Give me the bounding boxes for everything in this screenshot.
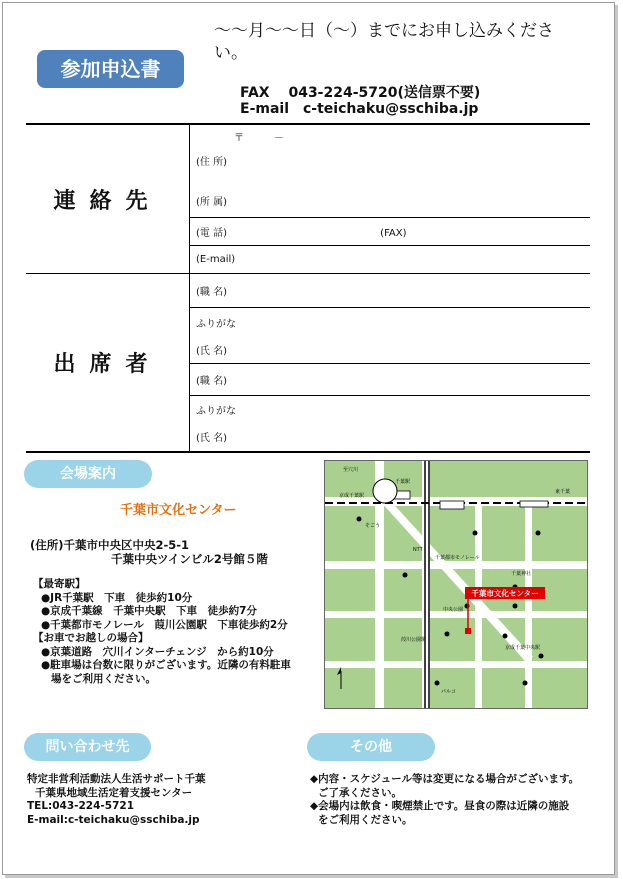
- car-heading: 【お車でお越しの場合】: [33, 632, 149, 644]
- map-label: 京成千葉駅: [339, 493, 365, 499]
- map-target-label: 千葉市文化センター: [471, 589, 539, 598]
- furigana-1: ふりがな: [196, 318, 236, 330]
- venue-marker-icon: [465, 628, 471, 634]
- map-label: そごう: [365, 523, 381, 529]
- venue-map: [324, 460, 588, 709]
- name-label-2: (氏 名): [196, 433, 227, 445]
- venue-name: 千葉市文化センター: [120, 503, 237, 518]
- inquiry-badge: 問い合わせ先: [24, 733, 151, 761]
- map-label: 至穴川: [343, 467, 359, 473]
- station-2: ●京成千葉線 千葉中央駅 下車 徒歩約7分: [41, 605, 257, 617]
- email-address: E-mail c-teichaku@sschiba.jp: [240, 101, 479, 117]
- affiliation-label: (所 属): [196, 197, 227, 208]
- station-3: ●千葉都市モノレール 葭川公園駅 下車徒歩約2分: [41, 618, 288, 631]
- org-line2: 千葉県地域生活定着支援センター: [35, 786, 193, 799]
- map-label: 千葉駅: [395, 479, 411, 485]
- name-cell-2[interactable]: [190, 396, 591, 452]
- phone-cell[interactable]: [190, 218, 591, 246]
- job-label-2: (職 名): [196, 376, 227, 387]
- address-cell[interactable]: [190, 124, 591, 218]
- other-badge: その他: [307, 733, 435, 761]
- address-label: (住 所): [196, 157, 227, 168]
- email-label: (E-mail): [196, 254, 236, 265]
- map-svg: [325, 461, 587, 708]
- phone-label: (電 話): [196, 228, 227, 239]
- inquiry-info: [27, 773, 206, 827]
- name-cell-1[interactable]: [190, 308, 591, 364]
- map-label: 中央公園: [443, 607, 464, 613]
- attendee-heading: 出席者: [26, 274, 190, 452]
- note2-line1: ◆会場内は飲食・喫煙禁止です。昼食の際は近隣の施設: [310, 800, 570, 812]
- nearest-station-heading: 【最寄駅】: [33, 578, 86, 590]
- car-2: ●駐車場は台数に限りがございます。近隣の有料駐車: [41, 659, 291, 671]
- car-1: ●京葉道路 穴川インターチェンジ から約10分: [41, 645, 274, 658]
- map-label: 葭川公園駅: [401, 637, 427, 643]
- fax-label: (FAX): [380, 228, 407, 239]
- furigana-2: ふりがな: [196, 406, 236, 418]
- email-cell[interactable]: [190, 246, 591, 274]
- venue-address-line1: (住所)千葉市中央区中央2-5-1: [30, 538, 190, 552]
- inquiry-tel: TEL:043-224-5721: [27, 800, 134, 812]
- note1-line1: ◆内容・スケジュール等は変更になる場合がございます。: [310, 773, 580, 785]
- map-label: パルコ: [441, 689, 457, 695]
- station-1: ●JR千葉駅 下車 徒歩約10分: [41, 591, 193, 604]
- form-title-badge: 参加申込書: [37, 50, 184, 88]
- inquiry-email: E-mail:c-teichaku@sschiba.jp: [27, 813, 200, 826]
- north-arrow-icon: [337, 667, 341, 675]
- map-label: NTT: [413, 547, 423, 553]
- note2-line2: をご利用ください。: [318, 813, 413, 826]
- fax-number: FAX 043-224-5720(送信票不要): [240, 85, 481, 101]
- map-label: 千葉都市モノレール: [435, 555, 480, 561]
- deadline-text: ～～月～～日（～）までにお申し込みください。: [214, 21, 554, 63]
- name-label-1: (氏 名): [196, 345, 227, 357]
- application-form-table: [26, 123, 590, 453]
- job-cell-2[interactable]: [190, 364, 591, 396]
- job-label-1: (職 名): [196, 287, 227, 298]
- map-label: 千葉神社: [511, 571, 532, 577]
- contact-heading: 連絡先: [26, 124, 190, 274]
- access-info: [33, 578, 291, 686]
- venue-address-line2: 千葉中央ツインビル2号館５階: [111, 552, 268, 566]
- other-notes: [310, 773, 600, 827]
- car-3: 場をご利用ください。: [51, 672, 156, 685]
- map-label: 京成千葉中央駅: [505, 645, 541, 651]
- map-label: 東千葉: [555, 489, 571, 495]
- postal-mark: 〒 －: [234, 133, 284, 144]
- venue-badge: 会場案内: [24, 460, 152, 488]
- job-cell-1[interactable]: [190, 274, 591, 308]
- org-line1: 特定非営利活動法人生活サポート千葉: [27, 773, 206, 785]
- note1-line2: ご了承ください。: [318, 786, 402, 799]
